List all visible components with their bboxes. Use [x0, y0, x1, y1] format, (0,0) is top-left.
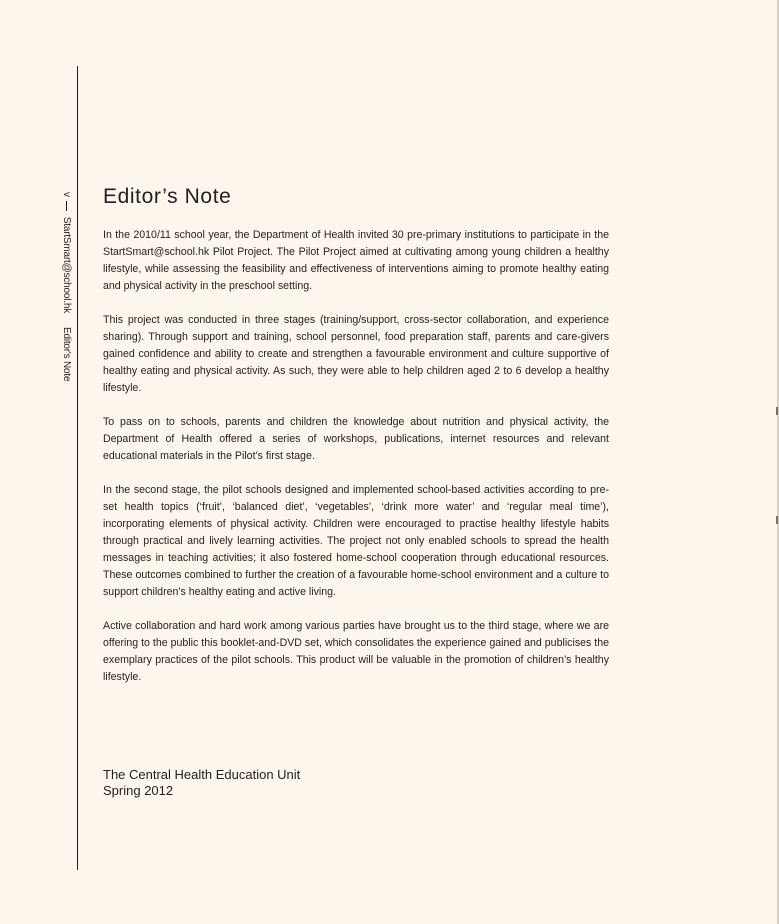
page-number-divider	[66, 201, 67, 211]
signature-organization: The Central Health Education Unit	[103, 767, 301, 782]
running-header	[60, 192, 72, 382]
paragraph: Active collaboration and hard work among various parties have brought us to the third stage, where we are offering to the public this booklet-and-DVD set, which consolidates the experience gained and publicises the exemplary practices of the pilot schools. This product will be valuable in the promotion of children’s healthy lifestyle.	[103, 620, 609, 683]
running-header-section: Editor's Note	[61, 327, 72, 382]
paragraph: In the second stage, the pilot schools designed and implemented school-based activities according to pre-set health topics (‘fruit’, ‘balanced diet’, ‘vegetables’, ‘drink more water’ and ‘regular meal time’), incorporating elements of physical activity. Children were encouraged to practise healthy lifestyle habits through practical and lively learning activities. The project not only enabled schools to spread the health messages in teaching activities; it also fostered home-school cooperation through educational resources. These outcomes combined to further the creation of a favourable home-school environment and a culture to support children’s healthy eating and active living.	[103, 484, 609, 598]
page-edge-mark	[776, 407, 778, 415]
page-number: v	[61, 192, 72, 197]
page-edge-mark	[776, 516, 778, 524]
page-title: Editor’s Note	[103, 185, 232, 208]
paragraph: To pass on to schools, parents and children the knowledge about nutrition and physical activity, the Department of Health offered a series of workshops, publications, internet resources and relevant educational materials in the Pilot’s first stage.	[103, 416, 609, 462]
paragraph: In the 2010/11 school year, the Department of Health invited 30 pre-primary institutions to participate in the StartSmart@school.hk Pilot Project. The Pilot Project aimed at cultivating among young children a healthy lifestyle, while assessing the feasibility and effectiveness of interventions aiming to promote healthy eating and physical activity in the preschool setting.	[103, 229, 609, 292]
margin-rule	[77, 66, 78, 870]
article-body	[103, 184, 609, 703]
running-header-publication: StartSmart@school.hk	[61, 216, 72, 313]
signature-block	[103, 767, 300, 799]
running-header-text	[60, 192, 72, 381]
paragraph: This project was conducted in three stages (training/support, cross-sector collaboration, and experience sharing). Through support and training, school personnel, food preparation staff, parents and care-givers gained confidence and ability to create and strengthen a favourable environment and culture supportive of healthy eating and physical activity. As such, they were able to help children aged 2 to 6 develop a healthy lifestyle.	[103, 314, 609, 394]
signature-date: Spring 2012	[103, 783, 174, 798]
